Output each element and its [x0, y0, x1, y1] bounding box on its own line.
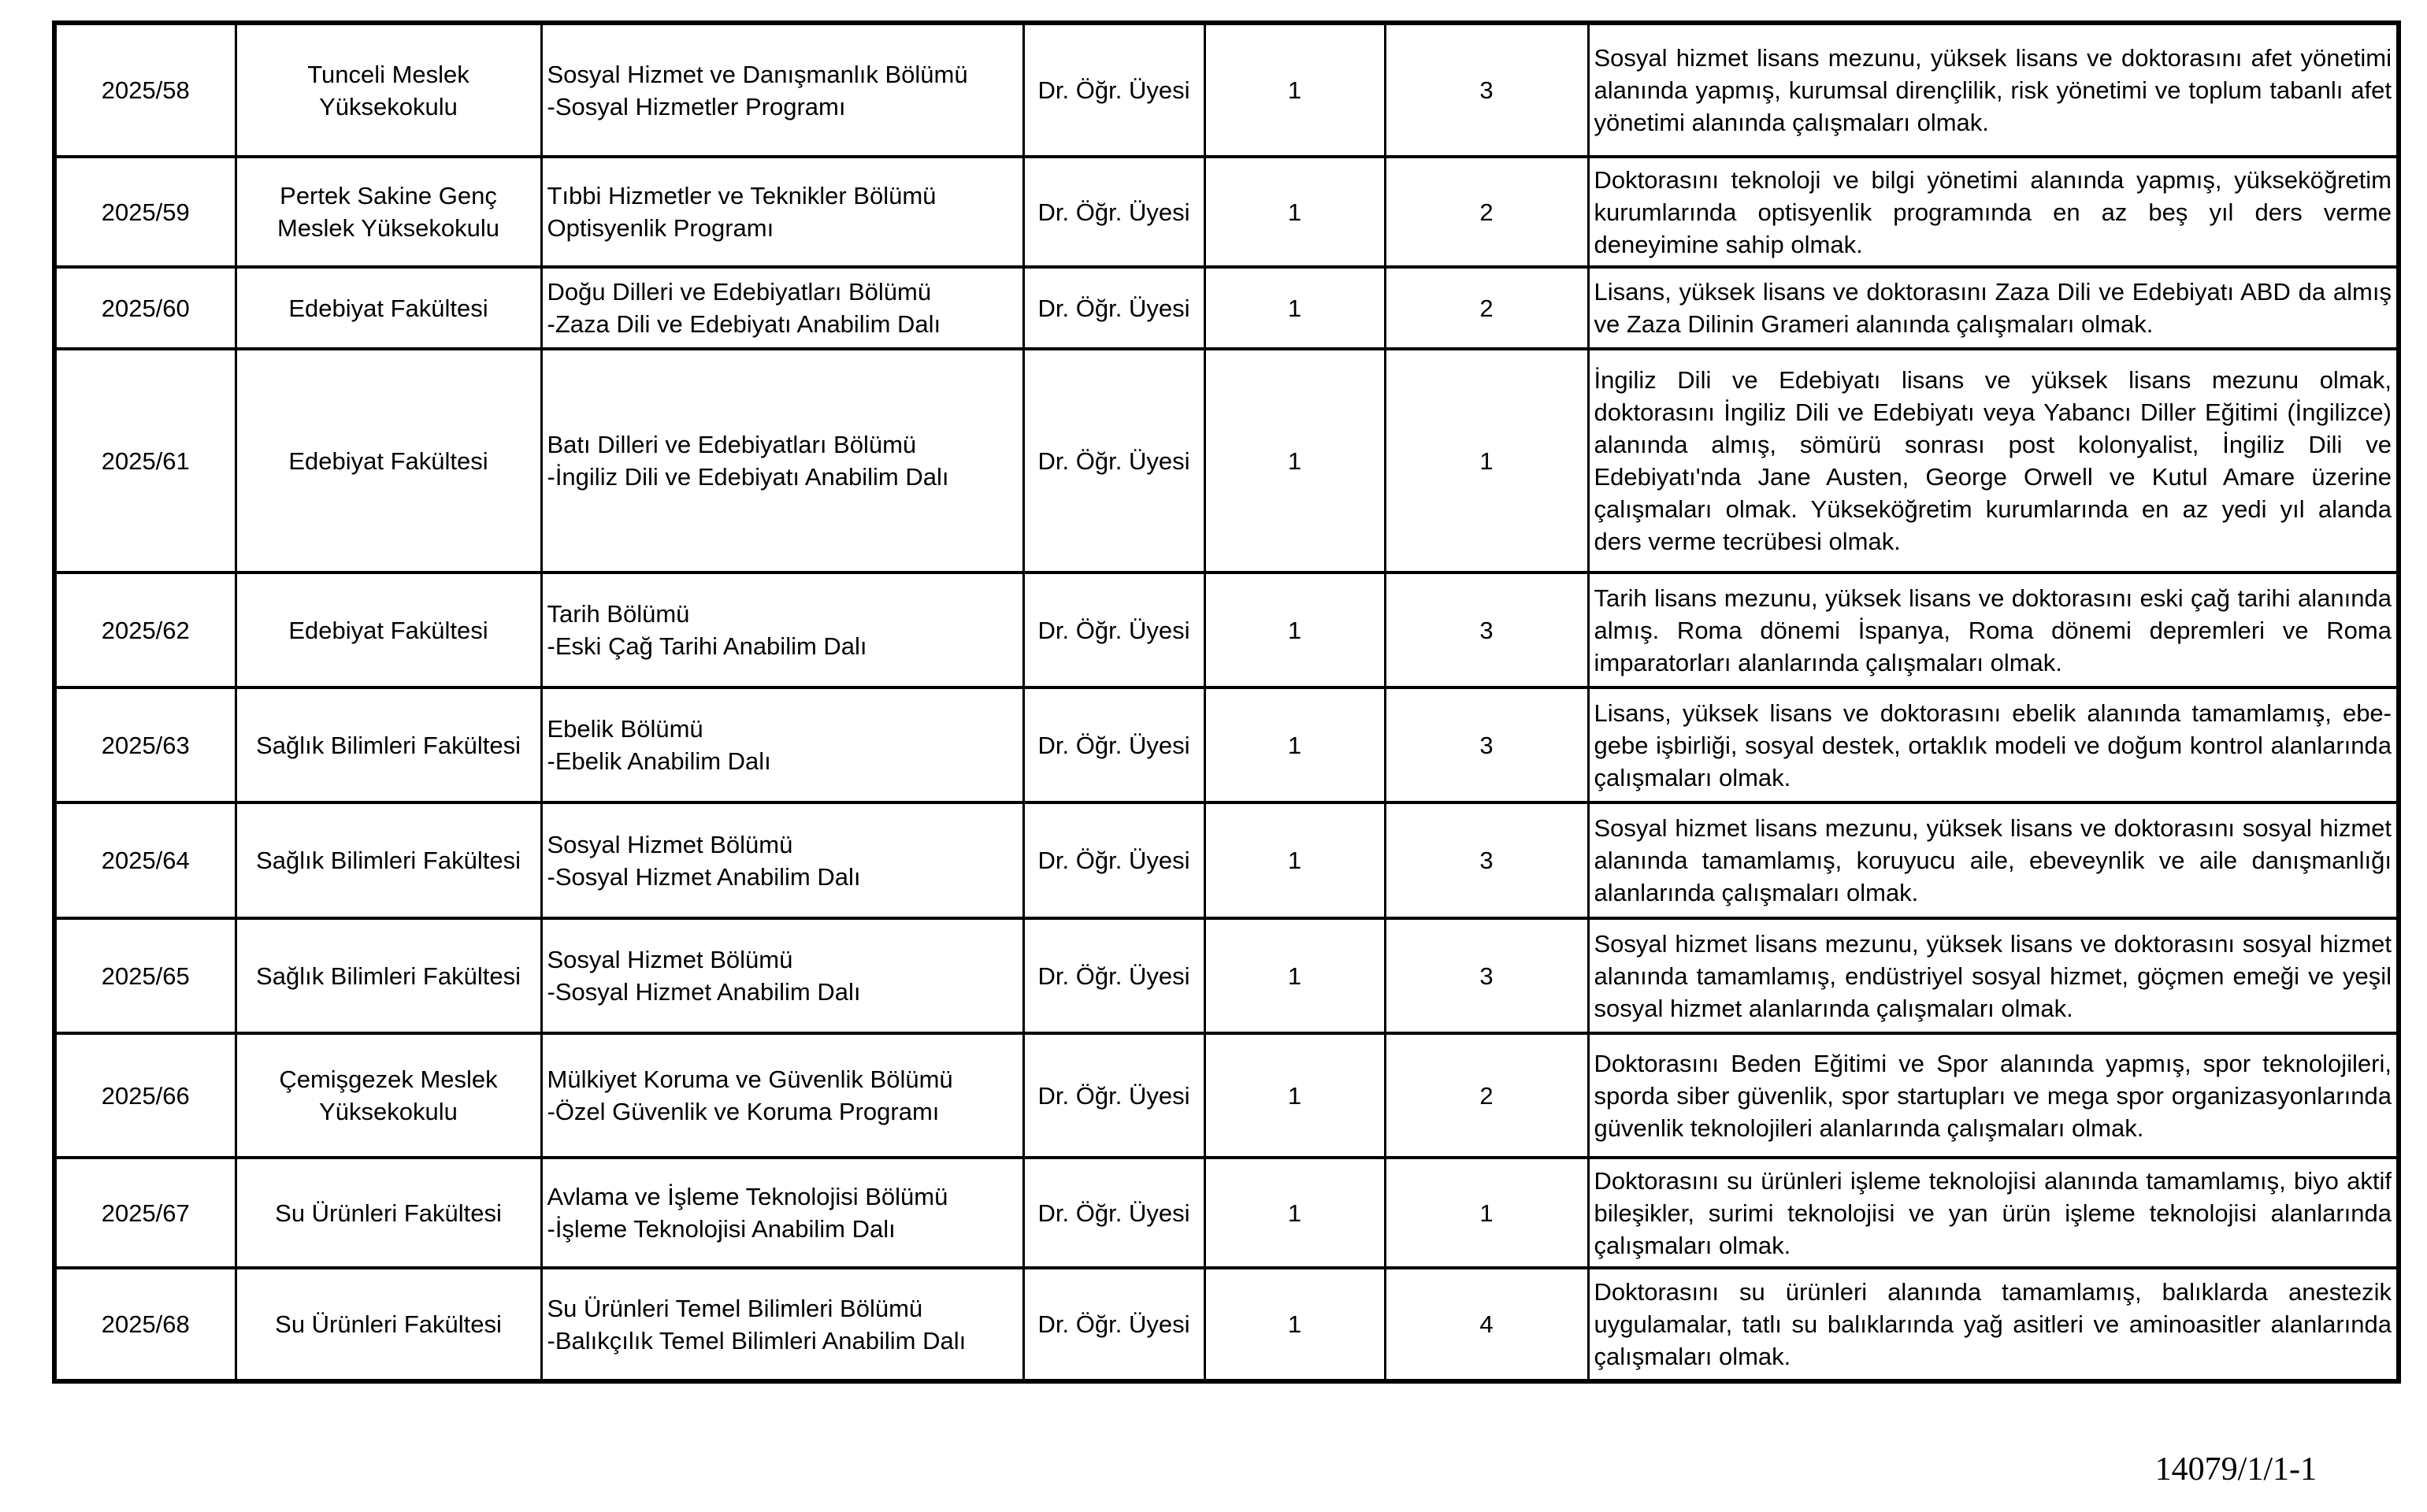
department-line: -Sosyal Hizmet Anabilim Dalı: [547, 978, 861, 1006]
requirements-cell: [1588, 802, 2399, 918]
degree-cell: 1: [1204, 1158, 1385, 1268]
requirements-text: Doktorasını teknoloji ve bilgi yönetimi alanında yapmış, yükseköğretim kurumlarında optisyenlik programında en az beş yıl ders verme deneyimine sahip olmak.: [1594, 165, 2392, 258]
degree-cell: 1: [1204, 687, 1385, 802]
announcement-no-cell: 2025/59: [54, 157, 236, 267]
requirements-cell: [1588, 687, 2399, 802]
count-cell: 3: [1385, 573, 1588, 687]
requirements-cell: [1588, 267, 2399, 349]
department-cell: [541, 573, 1023, 687]
count-cell: 1: [1385, 1158, 1588, 1268]
department-cell: [541, 157, 1023, 267]
department-line: Mülkiyet Koruma ve Güvenlik Bölümü: [547, 1065, 953, 1093]
announcement-no-cell: 2025/61: [54, 349, 236, 573]
table-row: [54, 157, 2399, 267]
degree-cell: 1: [1204, 802, 1385, 918]
requirements-text: Doktorasını su ürünleri işleme teknolojisi alanında tamamlamış, biyo aktif bileşikler, surimi teknolojisi ve yan ürün işleme teknolojisi alanlarında çalışmaları olmak.: [1594, 1166, 2392, 1259]
academic-title-cell: Dr. Öğr. Üyesi: [1023, 918, 1204, 1033]
announcement-no-cell: 2025/67: [54, 1158, 236, 1268]
announcement-no-cell: 2025/65: [54, 918, 236, 1033]
department-line: -Balıkçılık Temel Bilimleri Anabilim Dalı: [547, 1326, 967, 1354]
department-line: Sosyal Hizmet Bölümü: [547, 830, 793, 858]
unit-name-cell: Edebiyat Fakültesi: [236, 349, 541, 573]
count-cell: 2: [1385, 1033, 1588, 1158]
department-cell: [541, 1033, 1023, 1158]
job-postings-table: [52, 20, 2401, 1384]
announcement-no-cell: 2025/58: [54, 23, 236, 157]
academic-title-cell: Dr. Öğr. Üyesi: [1023, 1158, 1204, 1268]
academic-title-cell: Dr. Öğr. Üyesi: [1023, 349, 1204, 573]
department-line: -Sosyal Hizmetler Programı: [547, 92, 846, 120]
department-cell: [541, 23, 1023, 157]
table-row: [54, 918, 2399, 1033]
requirements-cell: [1588, 1033, 2399, 1158]
announcement-no-cell: 2025/64: [54, 802, 236, 918]
department-line: Sosyal Hizmet Bölümü: [547, 946, 793, 973]
count-cell: 1: [1385, 349, 1588, 573]
unit-name-cell: Su Ürünleri Fakültesi: [236, 1158, 541, 1268]
department-line: Sosyal Hizmet ve Danışmanlık Bölümü: [547, 60, 968, 88]
requirements-text: Sosyal hizmet lisans mezunu, yüksek lisans ve doktorasını sosyal hizmet alanında tamamlamış, endüstriyel sosyal hizmet, göçmen emeği ve yeşil sosyal hizmet alanlarında çalışmaları olmak.: [1594, 929, 2392, 1022]
count-cell: 4: [1385, 1268, 1588, 1381]
department-cell: [541, 687, 1023, 802]
requirements-cell: [1588, 349, 2399, 573]
academic-title-cell: Dr. Öğr. Üyesi: [1023, 573, 1204, 687]
department-line: -Eski Çağ Tarihi Anabilim Dalı: [547, 632, 867, 660]
degree-cell: 1: [1204, 1033, 1385, 1158]
count-cell: 3: [1385, 687, 1588, 802]
requirements-cell: [1588, 1268, 2399, 1381]
requirements-text: Doktorasını su ürünleri alanında tamamlamış, balıklarda anestezik uygulamalar, tatlı su balıklarında yağ asitleri ve aminoasitler alanlarında çalışmaları olmak.: [1594, 1278, 2392, 1370]
department-line: -Özel Güvenlik ve Koruma Programı: [547, 1098, 940, 1125]
unit-name-cell: Edebiyat Fakültesi: [236, 267, 541, 349]
table-row: [54, 1158, 2399, 1268]
degree-cell: 1: [1204, 918, 1385, 1033]
degree-cell: 1: [1204, 1268, 1385, 1381]
announcement-no-cell: 2025/63: [54, 687, 236, 802]
degree-cell: 1: [1204, 573, 1385, 687]
department-cell: [541, 802, 1023, 918]
table-row: [54, 1033, 2399, 1158]
count-cell: 3: [1385, 918, 1588, 1033]
requirements-cell: [1588, 918, 2399, 1033]
academic-title-cell: Dr. Öğr. Üyesi: [1023, 23, 1204, 157]
degree-cell: 1: [1204, 267, 1385, 349]
announcement-no-cell: 2025/68: [54, 1268, 236, 1381]
requirements-cell: [1588, 23, 2399, 157]
table-row: [54, 573, 2399, 687]
department-line: Optisyenlik Programı: [547, 214, 774, 242]
unit-name-cell: Tunceli Meslek Yüksekokulu: [236, 23, 541, 157]
requirements-text: Lisans, yüksek lisans ve doktorasını ebelik alanında tamamlamış, ebe-gebe işbirliği, sosyal destek, ortaklık modeli ve doğum kontrol alanlarında çalışmaları olmak.: [1594, 699, 2392, 791]
academic-title-cell: Dr. Öğr. Üyesi: [1023, 687, 1204, 802]
unit-name-cell: Çemişgezek Meslek Yüksekokulu: [236, 1033, 541, 1158]
count-cell: 3: [1385, 23, 1588, 157]
academic-title-cell: Dr. Öğr. Üyesi: [1023, 1268, 1204, 1381]
department-line: Avlama ve İşleme Teknolojisi Bölümü: [547, 1183, 948, 1210]
department-line: Tarih Bölümü: [547, 600, 690, 628]
department-line: -Zaza Dili ve Edebiyatı Anabilim Dalı: [547, 310, 941, 338]
department-line: Su Ürünleri Temel Bilimleri Bölümü: [547, 1294, 923, 1322]
table-row: [54, 1268, 2399, 1381]
department-line: Doğu Dilleri ve Edebiyatları Bölümü: [547, 278, 932, 306]
department-cell: [541, 918, 1023, 1033]
academic-title-cell: Dr. Öğr. Üyesi: [1023, 802, 1204, 918]
department-cell: [541, 1158, 1023, 1268]
unit-name-cell: Sağlık Bilimleri Fakültesi: [236, 918, 541, 1033]
department-cell: [541, 349, 1023, 573]
requirements-text: Doktorasını Beden Eğitimi ve Spor alanında yapmış, spor teknolojileri, sporda siber güvenlik, spor startupları ve mega spor organizasyonlarında güvenlik teknolojileri alanlarında çalışmaları olmak.: [1594, 1049, 2392, 1142]
department-line: -Ebelik Anabilim Dalı: [547, 747, 771, 775]
count-cell: 3: [1385, 802, 1588, 918]
table-row: [54, 23, 2399, 157]
table-row: [54, 349, 2399, 573]
requirements-text: İngiliz Dili ve Edebiyatı lisans ve yüksek lisans mezunu olmak, doktorasını İngiliz Dili ve Edebiyatı veya Yabancı Diller Eğitimi (İngilizce) alanında almış, sömürü sonrası post kolonyalist, İngiliz Dili ve Edebiyatı'nda Jane Austen, George Orwell ve Kutul Amare üzerine çalışmaları olmak. Yükseköğretim kurumlarında en az yedi yıl alanda ders verme tecrübesi olmak.: [1594, 366, 2392, 555]
document-reference-number: 14079/1/1-1: [2154, 1451, 2317, 1488]
department-cell: [541, 267, 1023, 349]
department-line: Tıbbi Hizmetler ve Teknikler Bölümü: [547, 182, 937, 209]
degree-cell: 1: [1204, 349, 1385, 573]
unit-name-cell: Edebiyat Fakültesi: [236, 573, 541, 687]
department-line: Batı Dilleri ve Edebiyatları Bölümü: [547, 431, 917, 458]
unit-name-cell: Su Ürünleri Fakültesi: [236, 1268, 541, 1381]
requirements-cell: [1588, 1158, 2399, 1268]
requirements-text: Tarih lisans mezunu, yüksek lisans ve doktorasını eski çağ tarihi alanında almış. Roma dönemi İspanya, Roma dönemi depremleri ve Roma imparatorları alanlarında çalışmaları olmak.: [1594, 584, 2392, 676]
count-cell: 2: [1385, 267, 1588, 349]
requirements-text: Sosyal hizmet lisans mezunu, yüksek lisans ve doktorasını sosyal hizmet alanında tamamlamış, koruyucu aile, ebeveynlik ve aile danışmanlığı alanlarında çalışmaları olmak.: [1594, 814, 2392, 906]
degree-cell: 1: [1204, 157, 1385, 267]
department-line: -Sosyal Hizmet Anabilim Dalı: [547, 862, 861, 891]
table-row: [54, 687, 2399, 802]
requirements-text: Lisans, yüksek lisans ve doktorasını Zaza Dili ve Edebiyatı ABD da almış ve Zaza Dilinin Grameri alanında çalışmaları olmak.: [1594, 278, 2392, 338]
requirements-cell: [1588, 573, 2399, 687]
department-cell: [541, 1268, 1023, 1381]
announcement-no-cell: 2025/60: [54, 267, 236, 349]
requirements-text: Sosyal hizmet lisans mezunu, yüksek lisans ve doktorasını afet yönetimi alanında yapmış, kurumsal dirençlilik, risk yönetimi ve toplum tabanlı afet yönetimi alanında çalışmaları olmak.: [1594, 44, 2392, 136]
academic-title-cell: Dr. Öğr. Üyesi: [1023, 157, 1204, 267]
department-line: Ebelik Bölümü: [547, 715, 703, 743]
department-line: -İngiliz Dili ve Edebiyatı Anabilim Dalı: [547, 463, 949, 491]
degree-cell: 1: [1204, 23, 1385, 157]
academic-title-cell: Dr. Öğr. Üyesi: [1023, 267, 1204, 349]
department-line: -İşleme Teknolojisi Anabilim Dalı: [547, 1215, 896, 1243]
table-row: [54, 802, 2399, 918]
academic-title-cell: Dr. Öğr. Üyesi: [1023, 1033, 1204, 1158]
announcement-no-cell: 2025/66: [54, 1033, 236, 1158]
table-row: [54, 267, 2399, 349]
requirements-cell: [1588, 157, 2399, 267]
unit-name-cell: Pertek Sakine Genç Meslek Yüksekokulu: [236, 157, 541, 267]
count-cell: 2: [1385, 157, 1588, 267]
unit-name-cell: Sağlık Bilimleri Fakültesi: [236, 802, 541, 918]
announcement-no-cell: 2025/62: [54, 573, 236, 687]
unit-name-cell: Sağlık Bilimleri Fakültesi: [236, 687, 541, 802]
